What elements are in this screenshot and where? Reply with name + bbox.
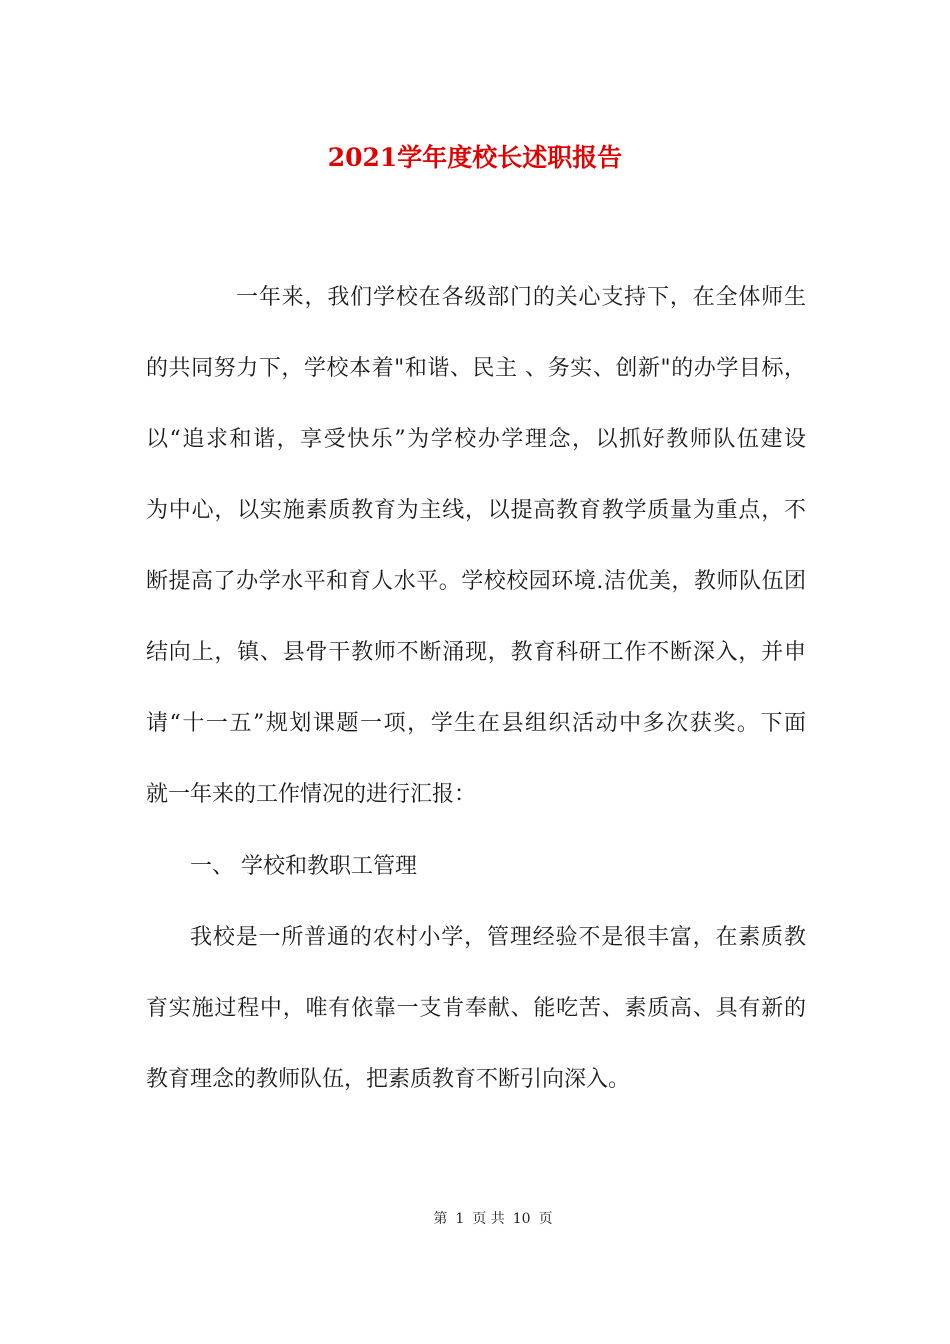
- paragraph-line: 教育理念的教师队伍，把素质教育不断引向深入。: [146, 1067, 631, 1092]
- paragraph-line: 请“十一五”规划课题一项，学生在县组织活动中多次获奖。下面: [146, 711, 806, 736]
- paragraph-line: 我校是一所普通的农村小学，管理经验不是很丰富，在素质教: [190, 925, 806, 950]
- section-heading: 一、 学校和教职工管理: [190, 854, 417, 879]
- footer-middle: 页 共: [472, 1211, 505, 1227]
- paragraph-line: 为中心，以实施素质教育为主线，以提高教育教学质量为重点，不: [146, 498, 806, 523]
- paragraph-line: 一年来，我们学校在各级部门的关心支持下，在全体师生: [236, 285, 806, 310]
- page-footer: [0, 1208, 950, 1228]
- paragraph-line: 结向上，镇、县骨干教师不断涌现，教育科研工作不断深入，并申: [146, 640, 806, 665]
- paragraph-line: 以“追求和谐，享受快乐”为学校办学理念，以抓好教师队伍建设: [146, 427, 806, 452]
- paragraph-line: 就一年来的工作情况的进行汇报：: [146, 782, 477, 807]
- footer-total-pages: 10: [512, 1211, 531, 1227]
- paragraph-line: 的共同努力下，学校本着"和谐、民主 、务实、创新"的办学目标，: [146, 356, 806, 381]
- footer-prefix: 第: [433, 1211, 448, 1227]
- footer-current-page: 1: [455, 1211, 465, 1227]
- paragraph-line: 育实施过程中，唯有依靠一支肯奉献、能吃苦、素质高、具有新的: [146, 996, 806, 1021]
- document-title: 2021学年度校长述职报告: [327, 143, 623, 172]
- footer-suffix: 页: [538, 1211, 553, 1227]
- paragraph-line: 断提高了办学水平和育人水平。学校校园环境.洁优美，教师队伍团: [146, 569, 806, 594]
